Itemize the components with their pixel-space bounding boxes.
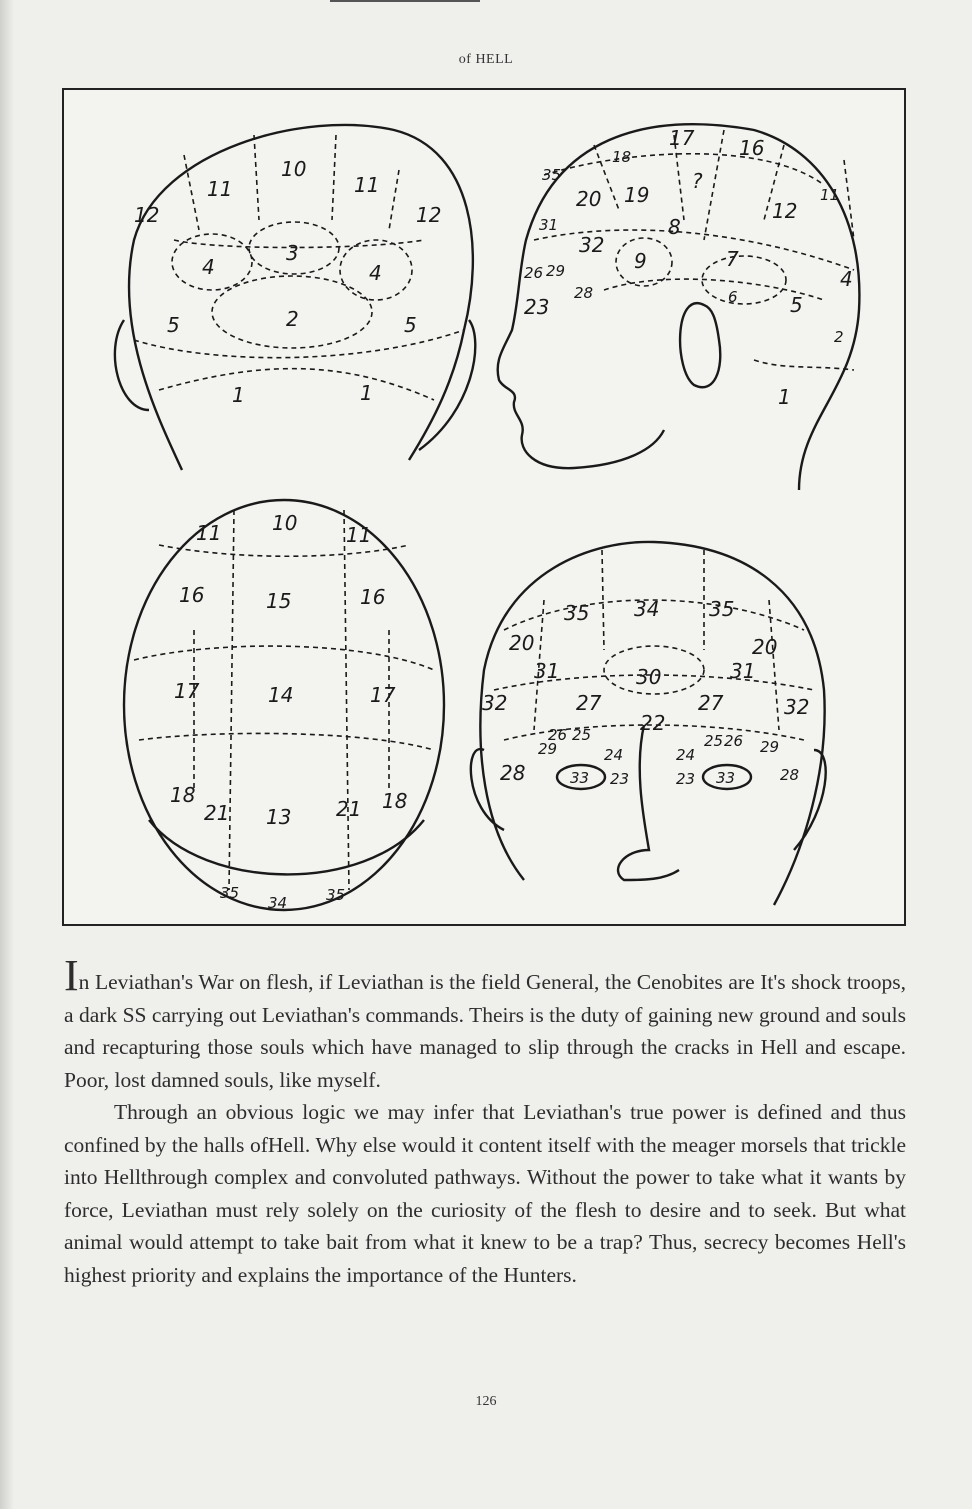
front-label: 23	[610, 770, 630, 788]
top-label: 34	[268, 894, 288, 912]
front-label: 25	[704, 732, 724, 750]
back-label: 12	[416, 203, 442, 227]
front-label: 27	[698, 691, 724, 715]
body-text	[64, 951, 906, 1291]
front-label: 29	[538, 740, 558, 758]
front-view-labels	[482, 597, 809, 788]
top-label: 15	[266, 589, 292, 613]
front-label: 24	[676, 746, 696, 764]
back-label: 10	[281, 157, 307, 181]
top-label: 10	[272, 511, 298, 535]
front-label: 26	[548, 726, 568, 744]
phrenology-figure	[62, 88, 906, 926]
top-label: 35	[326, 886, 346, 904]
front-label: 30	[636, 665, 662, 689]
top-label: 18	[170, 783, 196, 807]
page-gutter-shadow	[0, 0, 14, 1509]
back-label: 11	[207, 177, 233, 201]
profile-label: 35	[542, 166, 562, 184]
front-label: 22	[640, 711, 666, 735]
top-label: 16	[360, 585, 386, 609]
profile-label: 4	[840, 267, 853, 291]
top-label: 16	[179, 583, 205, 607]
front-label: 31	[534, 659, 560, 683]
front-label: 24	[604, 746, 624, 764]
back-label: 4	[369, 261, 382, 285]
front-label: 25	[572, 726, 592, 744]
back-label: 2	[286, 307, 299, 331]
front-label: 31	[730, 659, 756, 683]
front-label: 32	[784, 695, 810, 719]
profile-label: 5	[790, 293, 803, 317]
top-label: 21	[204, 801, 230, 825]
top-label: 13	[266, 805, 292, 829]
top-rule	[330, 0, 480, 2]
paragraph-2: Through an obvious logic we may infer that Leviathan's true power is defined and thus confined by the halls ofHell. Why else would it content itself with the meager morsels that trickle into Hellthrough complex and convoluted pathways. Without the power to take what it wants by force, Leviathan must rely solely on the curiosity of the flesh to desire and to seek. But what animal would attempt to take bait from what it knew to be a trap? Thus, secrecy becomes Hell's highest priority and explains the importance of the Hunters.	[64, 1100, 906, 1287]
profile-label: 9	[634, 249, 647, 273]
paragraph-1	[64, 951, 906, 1096]
profile-label: 17	[669, 126, 695, 150]
profile-label: 23	[524, 295, 550, 319]
back-label: 11	[354, 173, 380, 197]
front-label: 28	[500, 761, 526, 785]
profile-label: 12	[772, 199, 798, 223]
profile-label: 32	[579, 233, 605, 257]
front-label: 28	[780, 766, 800, 784]
top-view-labels	[170, 511, 407, 912]
back-label: 4	[202, 255, 215, 279]
top-label: 11	[346, 523, 372, 547]
profile-label: 6	[728, 288, 738, 306]
front-label: 20	[752, 635, 778, 659]
back-view-labels	[134, 157, 441, 407]
top-label: 18	[382, 789, 408, 813]
paragraph-1-text: n Leviathan's War on flesh, if Leviathan is the field General, the Cenobites are It's shock troops, a dark SS carrying out Leviathan's commands. Theirs is the duty of gaining new ground and souls and recapturing those souls which have managed to slip through the cracks in Hell and escape. Poor, lost damned souls, like myself.	[64, 970, 906, 1092]
top-label: 14	[268, 683, 294, 707]
profile-label: 8	[668, 215, 681, 239]
front-label: 35	[709, 597, 735, 621]
front-label: 34	[634, 597, 660, 621]
profile-label: 7	[726, 247, 739, 271]
top-label: 21	[336, 797, 362, 821]
profile-label: 26	[524, 264, 544, 282]
front-label: 29	[760, 738, 780, 756]
profile-view-labels	[524, 126, 853, 409]
back-label: 5	[404, 313, 417, 337]
profile-label: 20	[576, 187, 602, 211]
back-label: 1	[232, 383, 245, 407]
profile-label: 16	[739, 136, 765, 160]
top-label: 35	[220, 884, 240, 902]
back-label: 3	[286, 241, 299, 265]
front-label: 32	[482, 691, 508, 715]
front-label: 35	[564, 601, 590, 625]
page-number: 126	[475, 1394, 497, 1409]
front-label: 33	[570, 769, 590, 787]
profile-label: 31	[539, 216, 559, 234]
top-label: 11	[196, 521, 222, 545]
back-label: 5	[167, 313, 180, 337]
back-label: 12	[134, 203, 160, 227]
profile-label: 2	[834, 328, 844, 346]
drop-cap: I	[64, 951, 79, 1000]
back-label: 1	[360, 381, 373, 405]
front-label: 26	[724, 732, 744, 750]
profile-label: 1	[778, 385, 791, 409]
front-label: 27	[576, 691, 602, 715]
profile-label: ?	[692, 169, 703, 193]
profile-label: 18	[612, 148, 632, 166]
profile-label: 28	[574, 284, 594, 302]
front-label: 33	[716, 769, 736, 787]
profile-label: 29	[546, 262, 566, 280]
front-label: 23	[676, 770, 696, 788]
top-label: 17	[370, 683, 396, 707]
top-label: 17	[174, 679, 200, 703]
profile-label: 11	[820, 186, 840, 204]
running-head: of HELL	[458, 52, 514, 67]
phrenology-heads-illustration	[64, 90, 904, 924]
front-label: 20	[509, 631, 535, 655]
profile-label: 19	[624, 183, 650, 207]
